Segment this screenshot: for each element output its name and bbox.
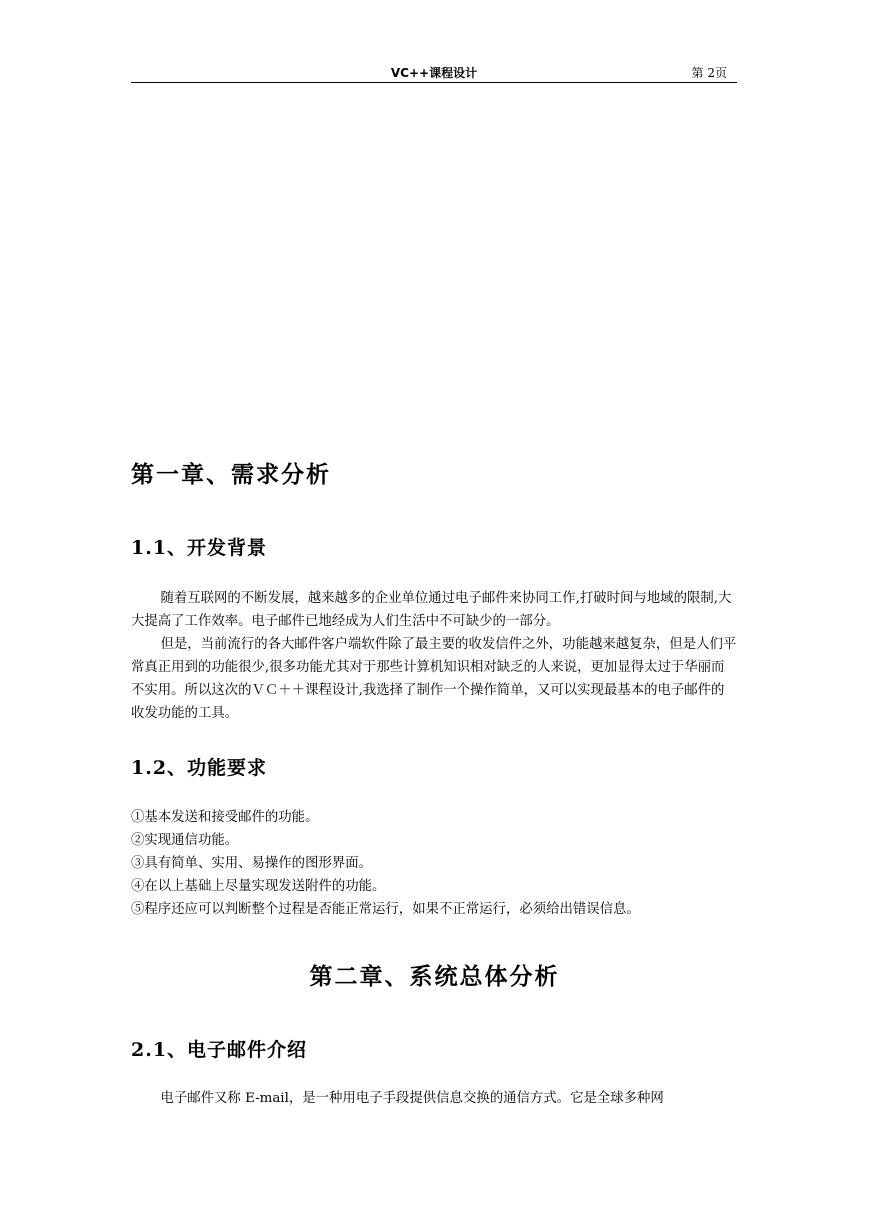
section-1-2-body	[131, 806, 737, 921]
list-item: ④在以上基础上尽量实现发送附件的功能。	[131, 879, 386, 894]
chapter-2-title: 第二章、系统总体分析	[309, 963, 560, 990]
header-title: VC++课程设计	[390, 66, 478, 80]
requirements-list	[131, 806, 737, 921]
list-item: ⑤程序还应可以判断整个过程是否能正常运行，如果不正常运行，必须给出错误信息。	[131, 902, 640, 917]
section-2-1-body	[131, 1087, 737, 1110]
list-item: ①基本发送和接受邮件的功能。	[131, 810, 319, 825]
list-item: ③具有简单、实用、易操作的图形界面。	[131, 856, 373, 871]
paragraph: 但是，当前流行的各大邮件客户端软件除了最主要的收发信件之外，功能越来越复杂，但是人们平常真正用到的功能很少,很多功能尤其对于那些计算机知识相对缺乏的人来说，更加显得太过于华丽而不实用。所以这次的ＶＣ＋＋课程设计,我选择了制作一个操作简单，又可以实现最基本的电子邮件的收发功能的工具。	[131, 637, 737, 721]
paragraph: 电子邮件又称 E-mail，是一种用电子手段提供信息交换的通信方式。它是全球多种网	[160, 1091, 664, 1106]
page-header	[131, 62, 737, 83]
section-1-1-title: 1.1、开发背景	[131, 537, 268, 559]
chapter-1-title: 第一章、需求分析	[131, 461, 331, 488]
paragraph: 随着互联网的不断发展，越来越多的企业单位通过电子邮件来协同工作,打破时间与地域的限制,大大提高了工作效率。电子邮件已地经成为人们生活中不可缺少的一部分。	[131, 591, 732, 629]
header-page-number: 第 2页	[691, 66, 727, 80]
section-1-2-title: 1.2、功能要求	[131, 757, 268, 779]
list-item: ②实现通信功能。	[131, 833, 239, 848]
section-1-1-body	[131, 587, 737, 725]
section-2-1-title: 2.1、电子邮件介绍	[131, 1039, 308, 1061]
